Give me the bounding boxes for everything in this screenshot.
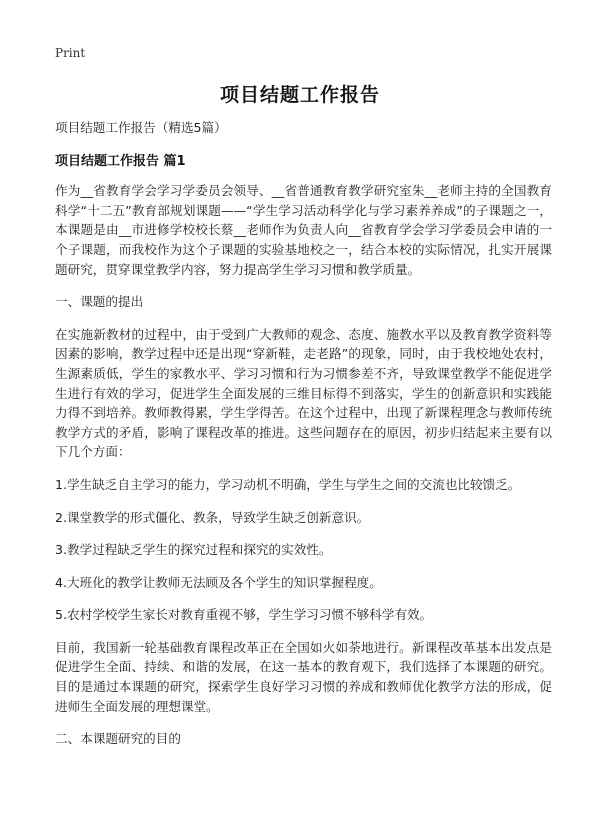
problem-item: 4.大班化的教学让教师无法顾及各个学生的知识掌握程度。 bbox=[55, 574, 382, 590]
section-heading: 项目结题工作报告 篇1 bbox=[55, 153, 186, 169]
heading-proposal: 一、课题的提出 bbox=[55, 294, 144, 310]
page-title: 项目结题工作报告 bbox=[219, 84, 380, 106]
problem-item: 2.课堂教学的形式僵化、教条，导致学生缺乏创新意识。 bbox=[55, 509, 370, 525]
problem-item: 3.教学过程缺乏学生的探究过程和探究的实效性。 bbox=[55, 542, 332, 558]
problem-item: 5.农村学校学生家长对教育重视不够，学生学习习惯不够科学有效。 bbox=[55, 607, 433, 623]
article-body bbox=[55, 118, 552, 749]
heading-purpose: 二、本课题研究的目的 bbox=[55, 731, 181, 747]
background-paragraph: 在实施新教材的过程中，由于受到广大教师的观念、态度、施教水平以及教育教学资料等因素的影响，教学过程中还是出现“穿新鞋，走老路”的现象，同时，由于我校地处农村，生源素质低，学生的家教水平、学习习惯和行为习惯参差不齐，导致课堂教学不能促进学生进行有效的学习，促进学生全面发展的三维目标得不到落实，学生的创新意识和实践能力得不到培养。教师教得累，学生学得苦。在这个过程中，出现了新课程理念与教师传统教学方式的矛盾，影响了课程改革的推进。这些问题存在的原因，初步归结起来主要有以下几个方面： bbox=[55, 326, 552, 460]
intro-paragraph: 作为__省教育学会学习学委员会领导、__省普通教育教学研究室朱__老师主持的全国教育科学“十二五”教育部规划课题——“学生学习活动科学化与学习素养养成”的子课题之一，本课题是由__市进修学校校长蔡__老师作为负责人向__省教育学会学习学委员会申请的一个子课题，而我校作为这个子课题的实验基地校之一，结合本校的实际情况，扎实开展课题研究，贯穿课堂教学内容，努力提高学生学习习惯和教学质量。 bbox=[55, 183, 552, 277]
problem-item: 1.学生缺乏自主学习的能力，学习动机不明确，学生与学生之间的交流也比较馈乏。 bbox=[55, 476, 521, 492]
print-link[interactable]: Print bbox=[55, 46, 86, 60]
article-subtitle: 项目结题工作报告（精选5篇） bbox=[55, 120, 227, 135]
reform-paragraph: 目前，我国新一轮基础教育课程改革正在全国如火如荼地进行。新课程改革基本出发点是促进学生全面、持续、和谐的发展，在这一基本的教育观下，我们选择了本课题的研究。目的是通过本课题的研究，探索学生良好学习习惯的养成和教师优化教学方法的形成，促进师生全面发展的理想课堂。 bbox=[55, 639, 552, 714]
